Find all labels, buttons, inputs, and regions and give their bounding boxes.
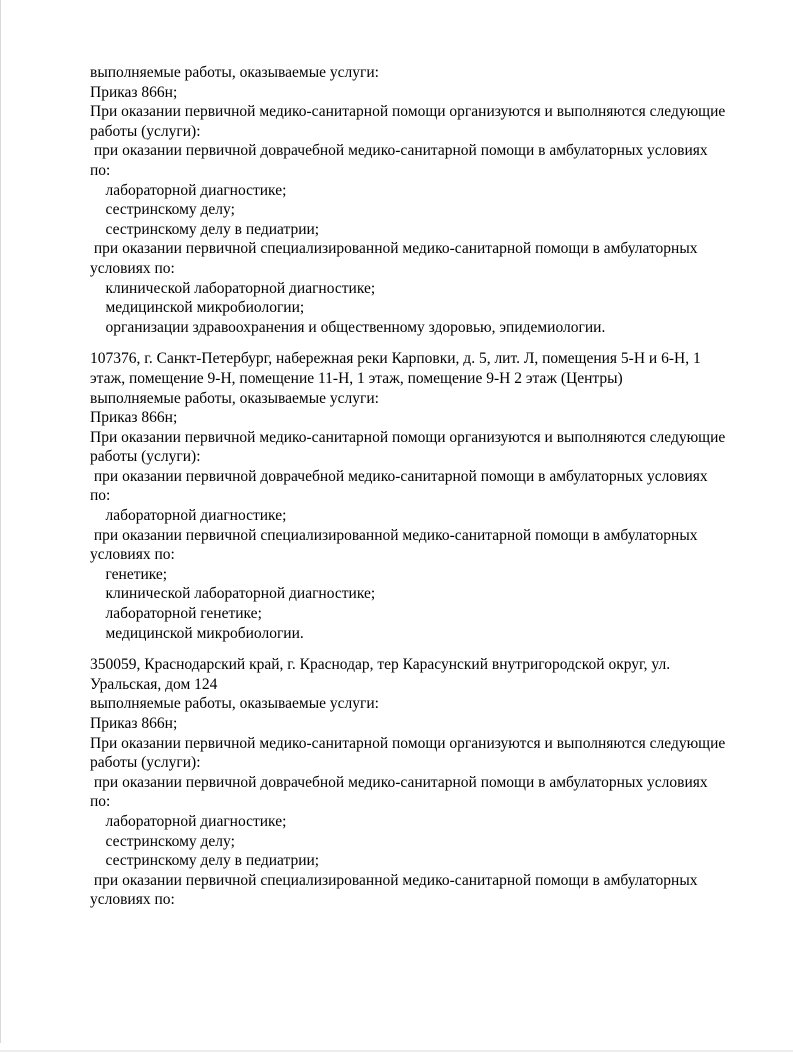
- doc-line: работы (услуги):: [90, 754, 201, 772]
- doc-line: Приказ 866н;: [90, 715, 178, 732]
- doc-line: работы (услуги):: [90, 448, 201, 466]
- doc-line: при оказании первичной доврачебной медико-санитарной помощи в амбулаторных условиях: [90, 773, 708, 791]
- page-bottom-edge-line: [0, 1050, 793, 1052]
- license-works-text: [90, 63, 782, 910]
- doc-line: Приказ 866н;: [90, 409, 178, 427]
- doc-line: сестринскому делу в педиатрии;: [90, 220, 320, 238]
- doc-line: по:: [90, 793, 111, 811]
- doc-line: сестринскому делу;: [90, 832, 235, 850]
- doc-line: по:: [90, 487, 111, 505]
- doc-line: при оказании первичной доврачебной медико-санитарной помощи в амбулаторных условиях: [90, 467, 708, 485]
- doc-line: выполняемые работы, оказываемые услуги:: [90, 389, 379, 407]
- works-section-continued: [90, 63, 782, 337]
- doc-line: клинической лабораторной диагностике;: [90, 585, 376, 603]
- address-line: 350059, Краснодарский край, г. Краснодар, тер Карасунский внутригородской округ, ул.: [90, 656, 671, 674]
- doc-line: при оказании первичной доврачебной медико-санитарной помощи в амбулаторных условиях: [90, 142, 708, 160]
- doc-line: лабораторной генетике;: [90, 605, 262, 623]
- doc-line: При оказании первичной медико-санитарной помощи организуются и выполняются следующие: [90, 428, 726, 446]
- doc-line: медицинской микробиологии;: [90, 299, 305, 317]
- doc-line: генетике;: [90, 565, 168, 583]
- doc-line: организации здравоохранения и общественному здоровью, эпидемиологии.: [90, 318, 606, 336]
- doc-line: медицинской микробиологии.: [90, 624, 304, 642]
- doc-line: При оказании первичной медико-санитарной помощи организуются и выполняются следующие: [90, 103, 726, 121]
- doc-line: по:: [90, 161, 111, 179]
- doc-line: лабораторной диагностике;: [90, 812, 287, 830]
- address-line: 107376, г. Санкт-Петербург, набережная реки Карповки, д. 5, лит. Л, помещения 5-Н и 6-Н, 1: [90, 350, 701, 368]
- doc-line: Приказ 866н;: [90, 83, 178, 101]
- doc-line: выполняемые работы, оказываемые услуги:: [90, 64, 379, 81]
- doc-line: условиях по:: [90, 546, 175, 564]
- doc-line: условиях по:: [90, 891, 175, 909]
- doc-line: При оказании первичной медико-санитарной помощи организуются и выполняются следующие: [90, 734, 726, 752]
- doc-line: клинической лабораторной диагностике;: [90, 279, 376, 297]
- doc-line: лабораторной диагностике;: [90, 507, 287, 525]
- doc-line: условиях по:: [90, 259, 175, 277]
- doc-line: выполняемые работы, оказываемые услуги:: [90, 695, 379, 713]
- doc-line: работы (услуги):: [90, 122, 201, 140]
- doc-line: при оказании первичной специализированной медико-санитарной помощи в амбулаторных: [90, 526, 698, 544]
- doc-line: при оказании первичной специализированной медико-санитарной помощи в амбулаторных: [90, 871, 698, 889]
- page-left-edge-line: [0, 0, 1, 1043]
- works-section-spb: [90, 349, 782, 643]
- doc-line: лабораторной диагностике;: [90, 181, 287, 199]
- works-section-krasnodar: [90, 655, 782, 910]
- doc-line: сестринскому делу в педиатрии;: [90, 852, 320, 870]
- doc-line: сестринскому делу;: [90, 201, 235, 219]
- address-line: этаж, помещение 9-Н, помещение 11-Н, 1 этаж, помещение 9-Н 2 этаж (Центры): [90, 369, 623, 387]
- address-line: Уральская, дом 124: [90, 675, 218, 693]
- doc-line: при оказании первичной специализированной медико-санитарной помощи в амбулаторных: [90, 240, 698, 258]
